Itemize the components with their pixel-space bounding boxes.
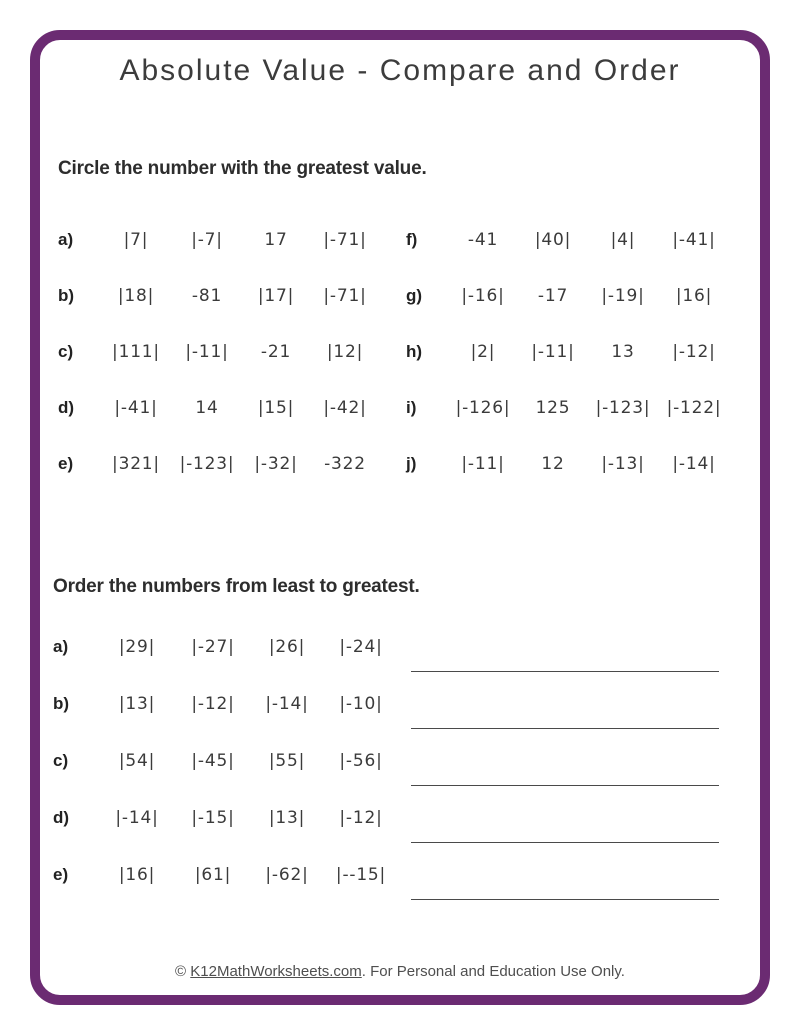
- order-row-b: [45, 675, 760, 732]
- order-row-e: [45, 846, 760, 903]
- compare-row-b-g: [50, 268, 760, 324]
- order-row-d: [45, 789, 760, 846]
- value-cell: |-62|: [265, 864, 309, 885]
- value-cell: |-14|: [265, 693, 309, 714]
- row-label: i): [406, 398, 417, 417]
- value-cell: |7|: [123, 230, 149, 250]
- value-cell: |-12|: [339, 807, 383, 828]
- row-label: d): [53, 807, 70, 827]
- answer-line: [411, 785, 719, 786]
- value-cell: |12|: [326, 342, 364, 362]
- value-cell: |-27|: [191, 636, 235, 657]
- value-cell: |-13|: [601, 454, 645, 474]
- value-cell: |-45|: [191, 750, 235, 771]
- value-cell: |-24|: [339, 636, 383, 657]
- value-cell: |-12|: [672, 342, 716, 362]
- value-cell: |-122|: [666, 398, 722, 418]
- value-cell: |111|: [112, 342, 160, 362]
- compare-rows: [50, 212, 760, 492]
- value-cell: -322: [324, 454, 366, 474]
- compare-row-e-j: [50, 436, 760, 492]
- worksheet-content: [40, 40, 760, 983]
- answer-line: [411, 899, 719, 900]
- answer-line: [411, 671, 719, 672]
- value-cell: |-11|: [185, 342, 229, 362]
- value-cell: |54|: [118, 750, 156, 771]
- footer: [40, 961, 760, 983]
- value-cell: |-11|: [461, 454, 505, 474]
- value-cell: |16|: [118, 864, 156, 885]
- value-cell: |18|: [117, 286, 155, 306]
- value-cell: |26|: [268, 636, 306, 657]
- value-cell: |-42|: [323, 398, 367, 418]
- footer-suffix: . For Personal and Education Use Only.: [361, 963, 625, 980]
- value-cell: |-71|: [323, 286, 367, 306]
- value-cell: 125: [535, 398, 571, 418]
- value-cell: -17: [537, 286, 569, 306]
- row-label: e): [58, 454, 74, 473]
- section1-heading: Circle the number with the greatest value.: [58, 158, 427, 179]
- value-cell: |-11|: [531, 342, 575, 362]
- value-cell: -21: [260, 342, 292, 362]
- row-label: c): [53, 750, 69, 770]
- row-label: a): [53, 636, 69, 656]
- value-cell: |-56|: [339, 750, 383, 771]
- value-cell: |15|: [257, 398, 295, 418]
- value-cell: |29|: [118, 636, 156, 657]
- compare-row-c-h: [50, 324, 760, 380]
- footer-copyright: ©: [175, 963, 191, 980]
- value-cell: 13: [611, 342, 635, 362]
- value-cell: |-123|: [179, 454, 235, 474]
- answer-line: [411, 728, 719, 729]
- value-cell: |-12|: [191, 693, 235, 714]
- row-label: j): [406, 454, 417, 473]
- value-cell: -81: [191, 286, 223, 306]
- row-label: h): [406, 342, 423, 361]
- answer-line: [411, 842, 719, 843]
- row-label: d): [58, 398, 75, 417]
- value-cell: |-14|: [115, 807, 159, 828]
- value-cell: |--15|: [335, 864, 387, 885]
- compare-row-a-f: [50, 212, 760, 268]
- worksheet-border: [30, 30, 770, 1005]
- value-cell: |321|: [112, 454, 160, 474]
- value-cell: |-16|: [461, 286, 505, 306]
- row-label: f): [406, 230, 418, 249]
- footer-link[interactable]: K12MathWorksheets.com: [190, 963, 362, 980]
- value-cell: |-41|: [114, 398, 158, 418]
- value-cell: |40|: [534, 230, 572, 250]
- value-cell: |16|: [675, 286, 713, 306]
- section2-heading: Order the numbers from least to greatest.: [53, 576, 420, 597]
- value-cell: |-10|: [339, 693, 383, 714]
- order-row-c: [45, 732, 760, 789]
- value-cell: |13|: [268, 807, 306, 828]
- value-cell: 14: [195, 398, 219, 418]
- value-cell: |-123|: [595, 398, 651, 418]
- row-label: e): [53, 864, 69, 884]
- value-cell: |61|: [194, 864, 232, 885]
- value-cell: |55|: [268, 750, 306, 771]
- value-cell: 12: [541, 454, 565, 474]
- value-cell: |4|: [610, 230, 636, 250]
- value-cell: |13|: [118, 693, 156, 714]
- value-cell: |17|: [257, 286, 295, 306]
- value-cell: |-15|: [191, 807, 235, 828]
- row-label: c): [58, 342, 74, 361]
- page-title: Absolute Value - Compare and Order: [119, 54, 681, 87]
- order-row-a: [45, 618, 760, 675]
- value-cell: |-126|: [455, 398, 511, 418]
- row-label: b): [58, 286, 75, 305]
- value-cell: |-32|: [254, 454, 298, 474]
- compare-row-d-i: [50, 380, 760, 436]
- value-cell: 17: [264, 230, 288, 250]
- order-rows: [45, 618, 760, 903]
- row-label: b): [53, 693, 70, 713]
- value-cell: |-14|: [672, 454, 716, 474]
- row-label: a): [58, 230, 74, 249]
- value-cell: |-71|: [323, 230, 367, 250]
- row-label: g): [406, 286, 423, 305]
- value-cell: -41: [467, 230, 499, 250]
- value-cell: |-7|: [191, 230, 223, 250]
- value-cell: |2|: [470, 342, 496, 362]
- value-cell: |-19|: [601, 286, 645, 306]
- value-cell: |-41|: [672, 230, 716, 250]
